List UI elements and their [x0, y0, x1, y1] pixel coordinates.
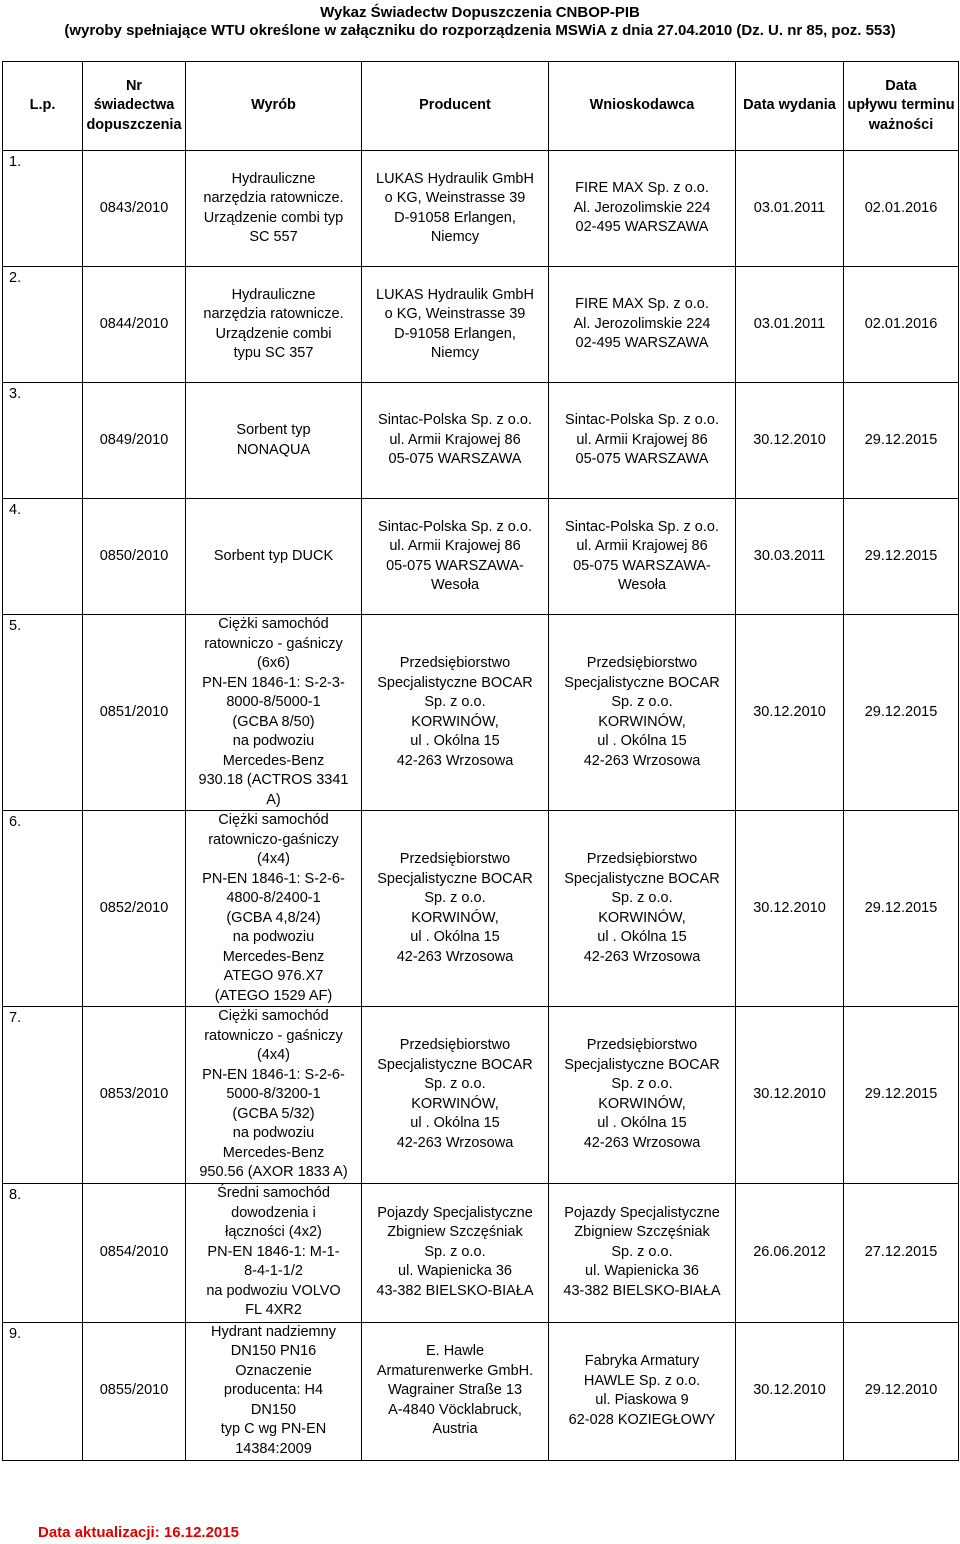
header-wyrob: Wyrób: [186, 62, 362, 151]
header-wnioskodawca: Wnioskodawca: [549, 62, 736, 151]
cell-data-wydania: 30.03.2011: [736, 499, 844, 615]
cell-nr: 0855/2010: [83, 1322, 186, 1460]
table-row: [3, 267, 959, 383]
cell-wyrob: Hydrauliczne narzędzia ratownicze. Urządzenie combi typ SC 557: [186, 151, 362, 267]
cell-wyrob: Sorbent typ DUCK: [186, 499, 362, 615]
cell-wnioskodawca: Sintac-Polska Sp. z o.o. ul. Armii Krajowej 86 05-075 WARSZAWA: [549, 383, 736, 499]
cell-data-uplywu: 02.01.2016: [844, 267, 959, 383]
document-subtitle: (wyroby spełniające WTU określone w załączniku do rozporządzenia MSWiA z dnia 27.04.2010 (Dz. U. nr 85, poz. 553): [64, 22, 896, 39]
cell-data-uplywu: 29.12.2015: [844, 615, 959, 811]
cell-wnioskodawca: FIRE MAX Sp. z o.o. Al. Jerozolimskie 224 02-495 WARSZAWA: [549, 267, 736, 383]
cell-data-wydania: 30.12.2010: [736, 811, 844, 1007]
cell-lp: 9.: [3, 1322, 83, 1460]
cell-nr: 0853/2010: [83, 1007, 186, 1184]
cell-nr: 0844/2010: [83, 267, 186, 383]
cell-data-wydania: 30.12.2010: [736, 1007, 844, 1184]
header-producent: Producent: [362, 62, 549, 151]
header-nr-swiadectwa: Nr świadectwa dopuszczenia: [83, 62, 186, 151]
cell-lp: 7.: [3, 1007, 83, 1184]
cell-nr: 0850/2010: [83, 499, 186, 615]
cell-data-wydania: 30.12.2010: [736, 383, 844, 499]
cell-data-uplywu: 29.12.2010: [844, 1322, 959, 1460]
cell-data-uplywu: 29.12.2015: [844, 499, 959, 615]
cell-wyrob: Średni samochód dowodzenia i łączności (4x2) PN-EN 1846-1: M-1- 8-4-1-1/2 na podwoziu VOLVO FL 4XR2: [186, 1183, 362, 1322]
cell-lp: 2.: [3, 267, 83, 383]
cell-data-wydania: 03.01.2011: [736, 267, 844, 383]
cell-wyrob: Ciężki samochód ratowniczo-gaśniczy (4x4) PN-EN 1846-1: S-2-6- 4800-8/2400-1 (GCBA 4,8/24) na podwoziu Mercedes-Benz ATEGO 976.X7 (ATEGO 1529 AF): [186, 811, 362, 1007]
table-row: [3, 1183, 959, 1322]
cell-wyrob: Hydrant nadziemny DN150 PN16 Oznaczenie producenta: H4 DN150 typ C wg PN-EN 14384:2009: [186, 1322, 362, 1460]
cell-nr: 0851/2010: [83, 615, 186, 811]
cell-nr: 0852/2010: [83, 811, 186, 1007]
cell-wnioskodawca: Przedsiębiorstwo Specjalistyczne BOCAR Sp. z o.o. KORWINÓW, ul . Okólna 15 42-263 Wrzosowa: [549, 615, 736, 811]
cell-nr: 0854/2010: [83, 1183, 186, 1322]
table-row: [3, 615, 959, 811]
cell-data-uplywu: 02.01.2016: [844, 151, 959, 267]
cell-data-wydania: 30.12.2010: [736, 615, 844, 811]
cell-wnioskodawca: Przedsiębiorstwo Specjalistyczne BOCAR Sp. z o.o. KORWINÓW, ul . Okólna 15 42-263 Wrzosowa: [549, 1007, 736, 1184]
cell-wyrob: Ciężki samochód ratowniczo - gaśniczy (6x6) PN-EN 1846-1: S-2-3- 8000-8/5000-1 (GCBA 8/50) na podwoziu Mercedes-Benz 930.18 (ACTROS 3341 A): [186, 615, 362, 811]
table-row: [3, 1007, 959, 1184]
table-row: [3, 1322, 959, 1460]
table-row: [3, 383, 959, 499]
cell-data-wydania: 30.12.2010: [736, 1322, 844, 1460]
cell-producent: Przedsiębiorstwo Specjalistyczne BOCAR Sp. z o.o. KORWINÓW, ul . Okólna 15 42-263 Wrzosowa: [362, 615, 549, 811]
update-date-label: Data aktualizacji: 16.12.2015: [38, 1524, 239, 1541]
cell-producent: Sintac-Polska Sp. z o.o. ul. Armii Krajowej 86 05-075 WARSZAWA: [362, 383, 549, 499]
table-header-row: [3, 62, 959, 151]
cell-data-uplywu: 27.12.2015: [844, 1183, 959, 1322]
cell-wnioskodawca: FIRE MAX Sp. z o.o. Al. Jerozolimskie 224 02-495 WARSZAWA: [549, 151, 736, 267]
cell-producent: E. Hawle Armaturenwerke GmbH. Wagrainer Straße 13 A-4840 Vöcklabruck, Austria: [362, 1322, 549, 1460]
cell-data-uplywu: 29.12.2015: [844, 383, 959, 499]
cell-data-uplywu: 29.12.2015: [844, 1007, 959, 1184]
cell-wnioskodawca: Sintac-Polska Sp. z o.o. ul. Armii Krajowej 86 05-075 WARSZAWA- Wesoła: [549, 499, 736, 615]
cell-nr: 0843/2010: [83, 151, 186, 267]
certificates-table: [2, 61, 959, 1461]
cell-wyrob: Hydrauliczne narzędzia ratownicze. Urządzenie combi typu SC 357: [186, 267, 362, 383]
cell-wnioskodawca: Pojazdy Specjalistyczne Zbigniew Szczęśniak Sp. z o.o. ul. Wapienicka 36 43-382 BIELSKO-BIAŁA: [549, 1183, 736, 1322]
cell-wyrob: Ciężki samochód ratowniczo - gaśniczy (4x4) PN-EN 1846-1: S-2-6- 5000-8/3200-1 (GCBA 5/32) na podwoziu Mercedes-Benz 950.56 (AXOR 1833 A): [186, 1007, 362, 1184]
document-title: Wykaz Świadectw Dopuszczenia CNBOP-PIB: [320, 4, 640, 21]
cell-lp: 1.: [3, 151, 83, 267]
cell-lp: 5.: [3, 615, 83, 811]
cell-producent: LUKAS Hydraulik GmbH o KG, Weinstrasse 39 D-91058 Erlangen, Niemcy: [362, 267, 549, 383]
cell-producent: Przedsiębiorstwo Specjalistyczne BOCAR Sp. z o.o. KORWINÓW, ul . Okólna 15 42-263 Wrzosowa: [362, 1007, 549, 1184]
cell-lp: 3.: [3, 383, 83, 499]
cell-wnioskodawca: Przedsiębiorstwo Specjalistyczne BOCAR Sp. z o.o. KORWINÓW, ul . Okólna 15 42-263 Wrzosowa: [549, 811, 736, 1007]
table-row: [3, 151, 959, 267]
header-lp: L.p.: [3, 62, 83, 151]
cell-producent: Pojazdy Specjalistyczne Zbigniew Szczęśniak Sp. z o.o. ul. Wapienicka 36 43-382 BIELSKO-BIAŁA: [362, 1183, 549, 1322]
table-row: [3, 811, 959, 1007]
cell-lp: 8.: [3, 1183, 83, 1322]
cell-wnioskodawca: Fabryka Armatury HAWLE Sp. z o.o. ul. Piaskowa 9 62-028 KOZIEGŁOWY: [549, 1322, 736, 1460]
table-row: [3, 499, 959, 615]
cell-producent: Sintac-Polska Sp. z o.o. ul. Armii Krajowej 86 05-075 WARSZAWA- Wesoła: [362, 499, 549, 615]
cell-lp: 4.: [3, 499, 83, 615]
cell-data-wydania: 03.01.2011: [736, 151, 844, 267]
cell-data-uplywu: 29.12.2015: [844, 811, 959, 1007]
cell-wyrob: Sorbent typ NONAQUA: [186, 383, 362, 499]
cell-data-wydania: 26.06.2012: [736, 1183, 844, 1322]
cell-producent: Przedsiębiorstwo Specjalistyczne BOCAR Sp. z o.o. KORWINÓW, ul . Okólna 15 42-263 Wrzosowa: [362, 811, 549, 1007]
header-data-uplywu: Data upływu terminu ważności: [844, 62, 959, 151]
header-data-wydania: Data wydania: [736, 62, 844, 151]
cell-lp: 6.: [3, 811, 83, 1007]
cell-producent: LUKAS Hydraulik GmbH o KG, Weinstrasse 39 D-91058 Erlangen, Niemcy: [362, 151, 549, 267]
cell-nr: 0849/2010: [83, 383, 186, 499]
